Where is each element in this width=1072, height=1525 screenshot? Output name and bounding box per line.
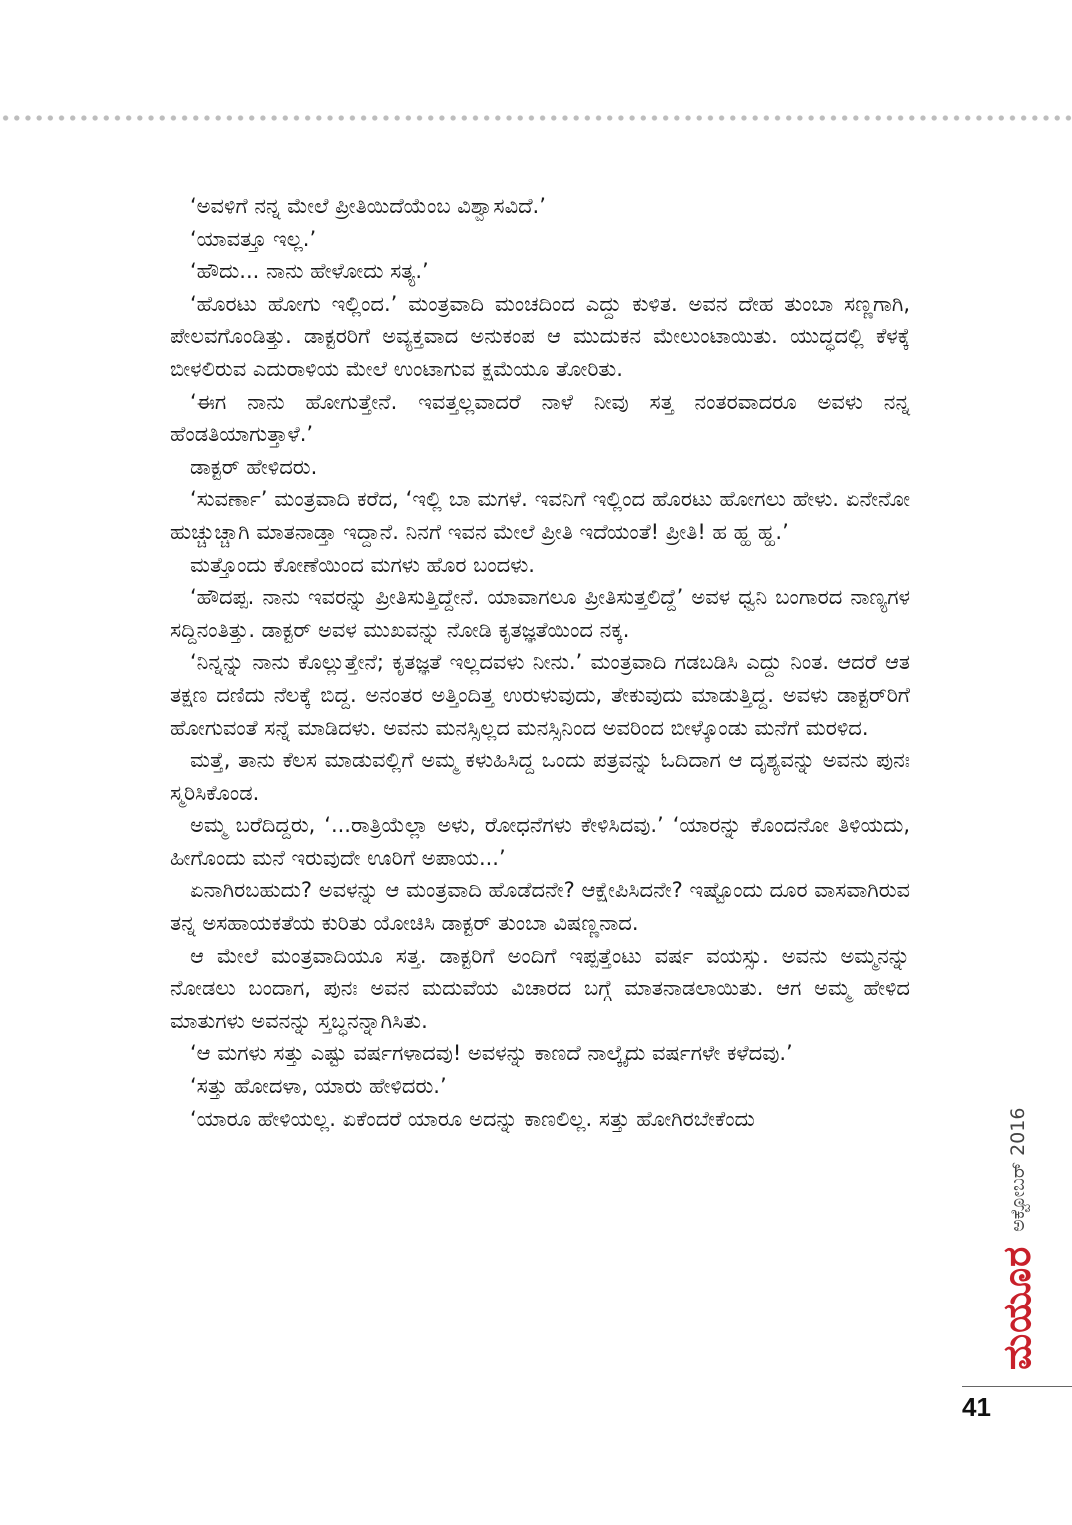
paragraph: ‘ಸುವರ್ಣಾ’ ಮಂತ್ರವಾದಿ ಕರೆದ, ‘ಇಲ್ಲಿ ಬಾ ಮಗಳೆ. ಇವನಿಗೆ ಇಲ್ಲಿಂದ ಹೊರಟು ಹೋಗಲು ಹೇಳು. ಏನೇನೋ ಹುಚ್ಚುಚ್ಚಾಗಿ ಮಾತನಾಡ್ತಾ ಇದ್ದಾನೆ. ನಿನಗೆ ಇವನ ಮೇಲೆ ಪ್ರೀತಿ ಇದೆಯಂತೆ! ಪ್ರೀತಿ! ಹ ಹ್ಹ ಹ್ಹ.’: [170, 487, 910, 544]
paragraph: ‘ಸತ್ತು ಹೋದಳಾ, ಯಾರು ಹೇಳಿದರು.’: [190, 1074, 447, 1099]
magazine-sidebar: [965, 1060, 1039, 1370]
brand-lockup: [995, 1108, 1040, 1370]
paragraph: ‘ಯಾರೂ ಹೇಳಿಯಲ್ಲ. ಏಕೆಂದರೆ ಯಾರೂ ಅದನ್ನು ಕಾಣಲಿಲ್ಲ. ಸತ್ತು ಹೋಗಿರಬೇಕೆಂದು: [190, 1106, 755, 1131]
dotted-header-rule: [0, 112, 1072, 124]
paragraph: ‘ಹೌದು... ನಾನು ಹೇಳೋದು ಸತ್ಯ.’: [190, 259, 429, 284]
page-number-rule: [962, 1386, 1072, 1387]
paragraph: ‘ಯಾವತ್ತೂ ಇಲ್ಲ.’: [190, 226, 317, 251]
story-body: [170, 190, 910, 1135]
paragraph: ‘ನಿನ್ನನ್ನು ನಾನು ಕೊಲ್ಲುತ್ತೇನೆ; ಕೃತಜ್ಞತೆ ಇಲ್ಲದವಳು ನೀನು.’ ಮಂತ್ರವಾದಿ ಗಡಬಡಿಸಿ ಎದ್ದು ನಿಂತ. ಆದರೆ ಆತ ತಕ್ಷಣ ದಣಿದು ನೆಲಕ್ಕೆ ಬಿದ್ದ. ಅನಂತರ ಅತ್ತಿಂದಿತ್ತ ಉರುಳುವುದು, ತೇಕುವುದು ಮಾಡುತ್ತಿದ್ದ. ಅವಳು ಡಾಕ್ಟರ್‌ರಿಗೆ ಹೋಗುವಂತೆ ಸನ್ನೆ ಮಾಡಿದಳು. ಅವನು ಮನಸ್ಸಿಲ್ಲದ ಮನಸ್ಸಿನಿಂದ ಅವರಿಂದ ಬೀಳ್ಕೊಂಡು ಮನೆಗೆ ಮರಳಿದ.: [170, 650, 910, 740]
page-number: 41: [962, 1392, 991, 1422]
paragraph: ಮತ್ತೆ, ತಾನು ಕೆಲಸ ಮಾಡುವಲ್ಲಿಗೆ ಅಮ್ಮ ಕಳುಹಿಸಿದ್ದ ಒಂದು ಪತ್ರವನ್ನು ಓದಿದಾಗ ಆ ದೃಶ್ಯವನ್ನು ಅವನು ಪುನಃ ಸ್ಮರಿಸಿಕೊಂಡ.: [170, 748, 910, 805]
paragraph: ‘ಆ ಮಗಳು ಸತ್ತು ಎಷ್ಟು ವರ್ಷಗಳಾದವು! ಅವಳನ್ನು ಕಾಣದೆ ನಾಲ್ಕೈದು ವರ್ಷಗಳೇ ಕಳೆದವು.’: [190, 1041, 793, 1066]
paragraph: ಡಾಕ್ಟರ್ ಹೇಳಿದರು.: [190, 454, 318, 479]
paragraph: ‘ಈಗ ನಾನು ಹೋಗುತ್ತೇನೆ. ಇವತ್ತಲ್ಲವಾದರೆ ನಾಳೆ ನೀವು ಸತ್ತ ನಂತರವಾದರೂ ಅವಳು ನನ್ನ ಹೆಂಡತಿಯಾಗುತ್ತಾಳೆ.’: [170, 389, 910, 447]
paragraph: ಮತ್ತೊಂದು ಕೋಣೆಯಿಂದ ಮಗಳು ಹೊರ ಬಂದಳು.: [190, 552, 535, 577]
magazine-logo: ಮಯೂರ: [995, 1245, 1039, 1370]
paragraph: ಏನಾಗಿರಬಹುದು? ಅವಳನ್ನು ಆ ಮಂತ್ರವಾದಿ ಹೊಡೆದನೇ? ಆಕ್ಷೇಪಿಸಿದನೇ? ಇಷ್ಟೊಂದು ದೂರ ವಾಸವಾಗಿರುವ ತನ್ನ ಅಸಹಾಯಕತೆಯ ಕುರಿತು ಯೋಚಿಸಿ ಡಾಕ್ಟರ್ ತುಂಬಾ ವಿಷಣ್ಣನಾದ.: [170, 878, 910, 936]
magazine-brand: [965, 1060, 1039, 1370]
paragraph: ‘ಅವಳಿಗೆ ನನ್ನ ಮೇಲೆ ಪ್ರೀತಿಯಿದೆಯೆಂಬ ವಿಶ್ವಾಸವಿದೆ.’: [190, 194, 546, 218]
paragraph: ಆ ಮೇಲೆ ಮಂತ್ರವಾದಿಯೂ ಸತ್ತ. ಡಾಕ್ಟರಿಗೆ ಅಂದಿಗೆ ಇಪ್ಪತ್ತೆಂಟು ವರ್ಷ ವಯಸ್ಸು. ಅವನು ಅಮ್ಮನನ್ನು ನೋಡಲು ಬಂದಾಗ, ಪುನಃ ಅವನ ಮದುವೆಯ ವಿಚಾರದ ಬಗ್ಗೆ ಮಾತನಾಡಲಾಯಿತು. ಆಗ ಅಮ್ಮ ಹೇಳಿದ ಮಾತುಗಳು ಅವನನ್ನು ಸ್ತಬ್ಧನನ್ನಾಗಿಸಿತು.: [170, 943, 910, 1033]
paragraph: ‘ಹೌದಪ್ಪ. ನಾನು ಇವರನ್ನು ಪ್ರೀತಿಸುತ್ತಿದ್ದೇನೆ. ಯಾವಾಗಲೂ ಪ್ರೀತಿಸುತ್ತಲಿದ್ದೆ’ ಅವಳ ಧ್ವನಿ ಬಂಗಾರದ ನಾಣ್ಯಗಳ ಸದ್ದಿನಂತಿತ್ತು. ಡಾಕ್ಟರ್ ಅವಳ ಮುಖವನ್ನು ನೋಡಿ ಕೃತಜ್ಞತೆಯಿಂದ ನಕ್ಕ.: [170, 585, 910, 642]
paragraph: ಅಮ್ಮ ಬರೆದಿದ್ದರು, ‘...ರಾತ್ರಿಯೆಲ್ಲಾ ಅಳು, ರೋಧನೆಗಳು ಕೇಳಿಸಿದವು.’ ‘ಯಾರನ್ನು ಕೊಂದನೋ ತಿಳಿಯದು, ಹೀಗೊಂದು ಮನೆ ಇರುವುದೇ ಊರಿಗೆ ಅಪಾಯ...’: [170, 813, 910, 870]
paragraph: ‘ಹೊರಟು ಹೋಗು ಇಲ್ಲಿಂದ.’ ಮಂತ್ರವಾದಿ ಮಂಚದಿಂದ ಎದ್ದು ಕುಳಿತ. ಅವನ ದೇಹ ತುಂಬಾ ಸಣ್ಣಗಾಗಿ, ಪೇಲವಗೊಂಡಿತ್ತು. ಡಾಕ್ಟರರಿಗೆ ಅವ್ಯಕ್ತವಾದ ಅನುಕಂಪ ಆ ಮುದುಕನ ಮೇಲುಂಟಾಯಿತು. ಯುದ್ಧದಲ್ಲಿ ಕೆಳಕ್ಕೆ ಬೀಳಲಿರುವ ಎದುರಾಳಿಯ ಮೇಲೆ ಉಂಟಾಗುವ ಕ್ಷಮೆಯೂ ತೋರಿತು.: [170, 291, 910, 381]
issue-date: ಅಕ್ಟೋಬರ್ 2016: [1006, 1107, 1029, 1232]
